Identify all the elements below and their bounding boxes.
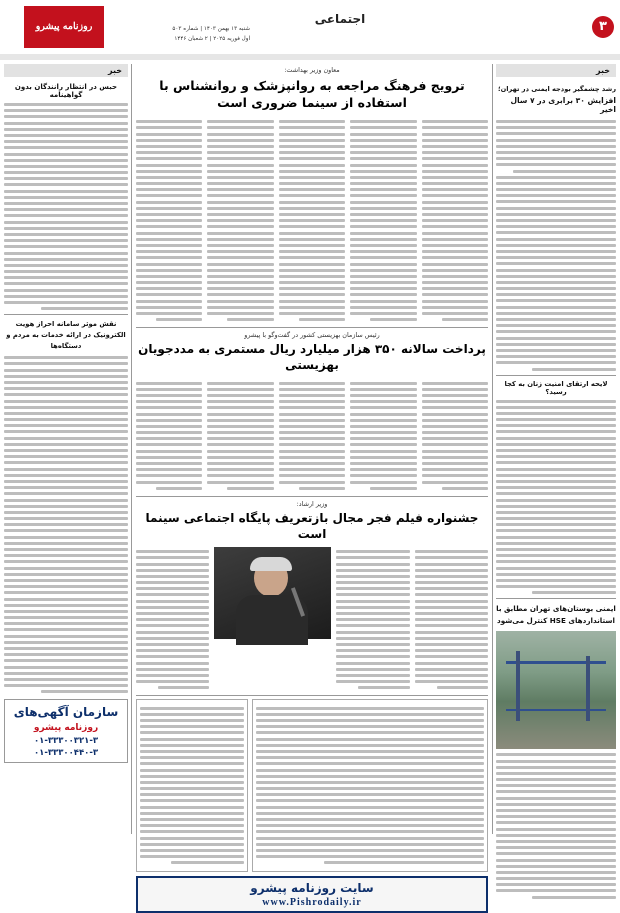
left-item2-title: نقش موثر سامانه احراز هویت الکترونیک در ارائه خدمات به مردم و دستگاه‌ها — [6, 320, 126, 351]
story3-headline: جشنواره فیلم فجر مجال بازتعریف پایگاه اجتماعی سینما است — [145, 510, 479, 541]
left-item1-title: حبس در انتظار رانندگان بدون گواهینامه — [14, 83, 118, 99]
story2-headline: پرداخت سالانه ۳۵۰ هزار میلیارد ریال مستمری به مددجویان بهزیستی — [138, 342, 486, 373]
divider — [136, 496, 488, 497]
column-divider — [131, 64, 132, 834]
right-news-label: خبر — [496, 64, 616, 77]
right-item3-title: ایمنی بوستان‌های تهران مطابق با استانداردهای HSE کنترل می‌شود — [496, 604, 616, 626]
ad-phone-2: ۰۱-۳۳۳۰۰۴۴۰-۳ — [33, 748, 99, 759]
divider — [136, 327, 488, 328]
date-line-1: شنبه ۱۳ بهمن ۱۴۰۳ | شماره ۵۰۳ — [172, 26, 250, 32]
main-area — [136, 64, 488, 908]
date-block — [110, 24, 250, 44]
footer-url[interactable]: www.Pishrodaily.ir — [262, 896, 362, 908]
date-line-2: اول فوریه ۲۰۲۵ | ۲ شعبان ۱۴۴۶ — [174, 36, 250, 42]
right-column — [496, 64, 616, 834]
story3-body — [136, 547, 488, 693]
right-item2-body — [496, 400, 616, 595]
left-item2-body — [4, 356, 128, 693]
right-item1-body — [496, 120, 616, 371]
story2-kicker: رئیس سازمان بهزیستی کشور در گفت‌وگو با پیشرو — [244, 331, 380, 340]
left-item1-body — [4, 103, 128, 310]
left-column — [4, 64, 128, 834]
left-news-label: خبر — [4, 64, 128, 77]
column-divider — [492, 64, 493, 834]
footer-site-line: سایت روزنامه پیشرو — [250, 880, 374, 895]
page-number: ۳ — [599, 19, 607, 34]
ad-name: روزنامه پیشرو — [33, 723, 99, 734]
minister-photo — [214, 547, 331, 639]
masthead-stripe — [0, 54, 620, 60]
logo — [24, 6, 104, 48]
section-title: اجتماعی — [314, 12, 366, 26]
story3-kicker: وزیر ارشاد: — [296, 499, 328, 508]
ad-phone-1: ۰۱-۳۳۳۰۰۳۲۱-۳ — [33, 736, 99, 747]
right-item1-subtitle: افزایش ۳۰ برابری در ۷ سال اخیر — [510, 96, 616, 114]
page-number-badge — [592, 16, 614, 38]
right-item1-title: رشد چشمگیر بودجه ایمنی در تهران؛ — [498, 85, 616, 93]
divider — [496, 598, 616, 599]
story2-body — [136, 378, 488, 493]
story1-body — [136, 117, 488, 324]
divider — [136, 695, 488, 696]
park-photo — [496, 631, 616, 749]
story1-headline: ترویج فرهنگ مراجعه به روانپزشک و روانشناس با استفاده از سینما ضروری است — [159, 78, 465, 110]
right-item2-title: لایحه ارتقای امنیت زنان به کجا رسید؟ — [504, 379, 608, 396]
logo-text: روزنامه پیشرو — [35, 21, 93, 32]
legal-notices — [136, 699, 488, 871]
right-item3-body — [496, 753, 616, 898]
story1-kicker: معاون وزیر بهداشت: — [284, 66, 340, 74]
ad-title: سازمان آگهی‌های — [13, 705, 119, 720]
divider — [496, 375, 616, 376]
divider — [4, 314, 128, 315]
footer-banner — [136, 876, 488, 913]
ad-box — [4, 699, 128, 763]
